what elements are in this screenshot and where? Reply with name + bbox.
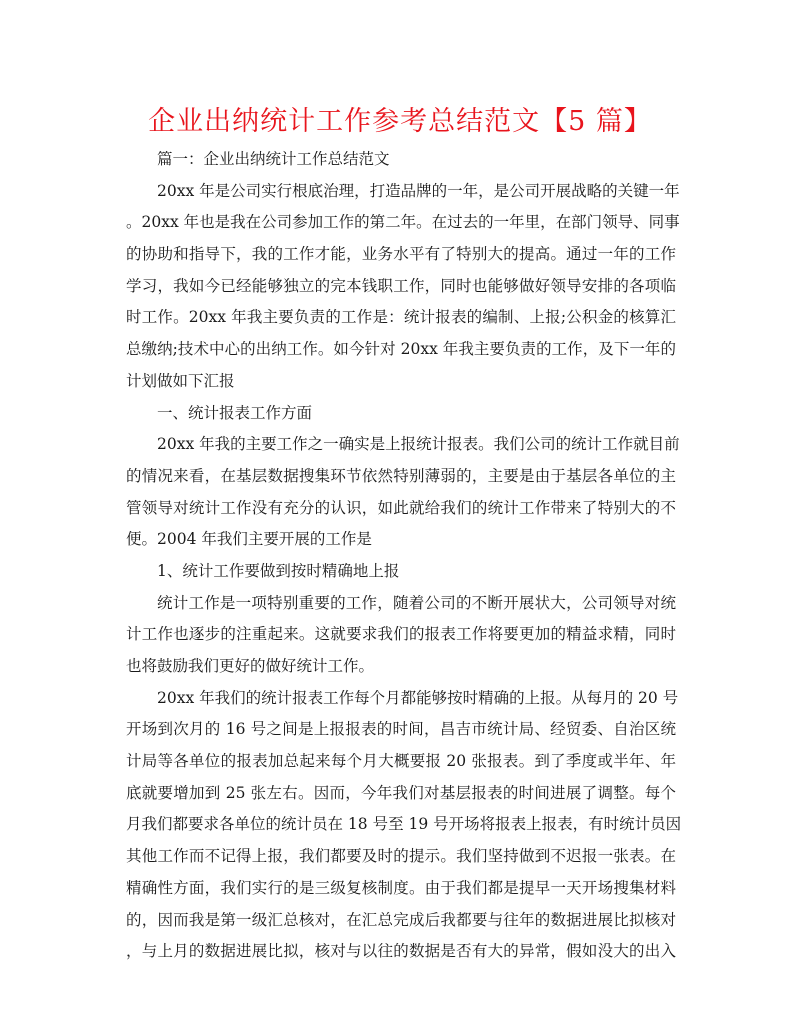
paragraph-line: 便。2004 年我们主要开展的工作是 — [126, 530, 372, 549]
paragraph-line: 的，因而我是第一级汇总核对，在汇总完成后我都要与往年的数据进展比拟核对 — [126, 910, 676, 929]
document-body — [126, 144, 682, 968]
paragraph-line: 管领导对统计工作没有充分的认识，如此就给我们的统计工作带来了特别大的不 — [126, 498, 676, 517]
paragraph-line: 底就要增加到 25 张左右。因而，今年我们对基层报表的时间进展了调整。每个 — [126, 783, 676, 802]
paragraph-line: 计局等各单位的报表加总起来每个月大概要报 20 张报表。到了季度或半年、年 — [126, 752, 676, 771]
paragraph-line: ，与上月的数据进展比拟，核对与以往的数据是否有大的异常，假如没大的出入 — [126, 942, 676, 961]
document-title: 企业出纳统计工作参考总结范文【5 篇】 — [148, 106, 652, 137]
paragraph-line: 总缴纳;技术中心的出纳工作。如今针对 20xx 年我主要负责的工作，及下一年的 — [126, 340, 676, 359]
paragraph-line: 计划做如下汇报 — [126, 371, 235, 390]
paragraph-line: 统计工作是一项特别重要的工作，随着公司的不断开展状大，公司领导对统 — [157, 593, 676, 612]
subsection-heading: 1、统计工作要做到按时精确地上报 — [157, 561, 400, 580]
paragraph-line: 计工作也逐步的注重起来。这就要求我们的报表工作将要更加的精益求精，同时 — [126, 625, 676, 644]
paragraph-line: 月我们都要求各单位的统计员在 18 号至 19 号开场将报表上报表，有时统计员因 — [126, 815, 682, 834]
paragraph-line: 20xx 年我们的统计报表工作每个月都能够按时精确的上报。从每月的 20 号 — [157, 688, 679, 707]
paragraph-line: 其他工作而不记得上报，我们都要及时的提示。我们坚持做到不迟报一张表。在 — [126, 847, 676, 866]
paragraph-line: 20xx 年是公司实行根底治理，打造品牌的一年，是公司开展战略的关键一年 — [157, 181, 680, 200]
paragraph-line: 20xx 年我的主要工作之一确实是上报统计报表。我们公司的统计工作就目前 — [157, 435, 680, 454]
section-heading: 一、统计报表工作方面 — [157, 403, 313, 422]
section-heading: 篇一：企业出纳统计工作总结范文 — [157, 150, 390, 168]
paragraph-line: 时工作。20xx 年我主要负责的工作是：统计报表的编制、上报;公积金的核算汇 — [126, 308, 676, 327]
paragraph-line: 。20xx 年也是我在公司参加工作的第二年。在过去的一年里，在部门领导、同事 — [126, 213, 680, 232]
paragraph-line: 学习，我如今已经能够独立的完本钱职工作，同时也能够做好领导安排的各项临 — [126, 276, 676, 295]
paragraph-line: 也将鼓励我们更好的做好统计工作。 — [126, 657, 375, 675]
paragraph-line: 精确性方面，我们实行的是三级复核制度。由于我们都是提早一天开场搜集材料 — [126, 878, 676, 897]
paragraph-line: 的情况来看，在基层数据搜集环节依然特别薄弱的，主要是由于基层各单位的主 — [126, 466, 676, 485]
paragraph-line: 开场到次月的 16 号之间是上报报表的时间，昌吉市统计局、经贸委、自治区统 — [126, 720, 676, 739]
paragraph-line: 的协助和指导下，我的工作才能，业务水平有了特别大的提高。通过一年的工作 — [126, 245, 676, 264]
